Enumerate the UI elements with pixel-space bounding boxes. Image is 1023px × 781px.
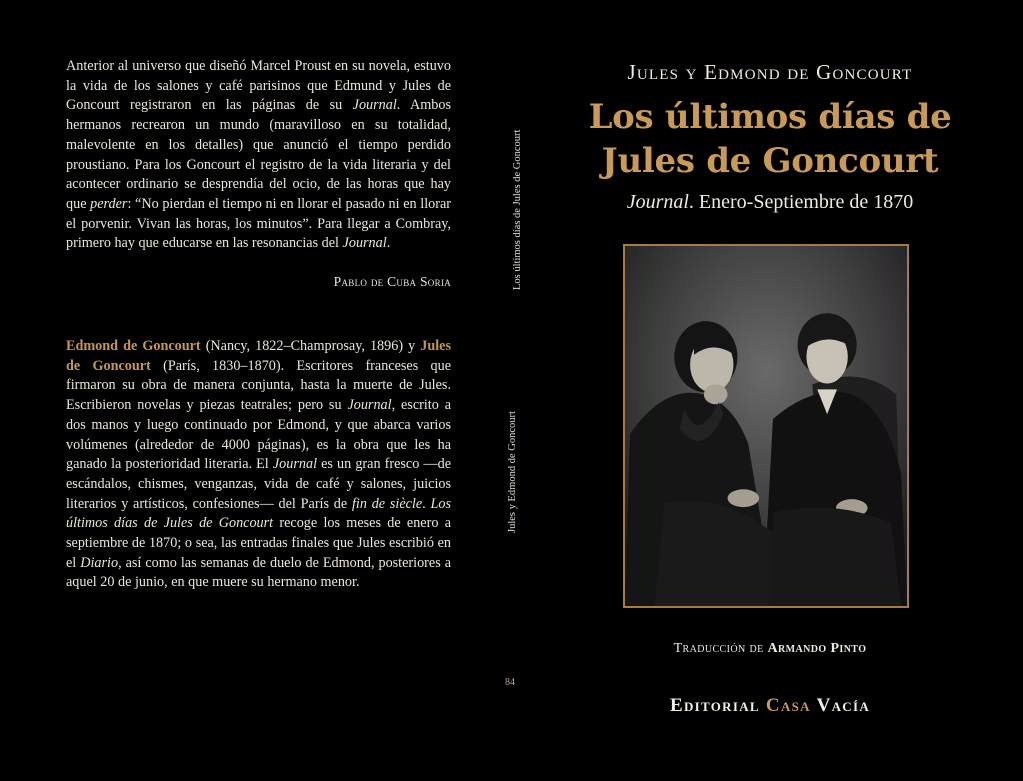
bio-text-run: Diario (80, 554, 119, 571)
authors-bio (66, 337, 451, 593)
bio-text-run: Edmond de Goncourt (66, 338, 201, 354)
blurb-paragraph (66, 57, 451, 254)
cover-title-line2: Jules de Goncourt (601, 141, 939, 181)
bio-text-run: es un gran fresco —de escándalos, chismes, venganzas, vida de café y salones, juicios literarios y artísticos, confesiones— del París de (66, 456, 451, 512)
blurb-signature: Pablo de Cuba Soria (333, 274, 451, 289)
blurb-text-run: . Ambos hermanos recrearon un mundo (maravilloso en su totalidad, malevolente en los detalles) que anunció el tiempo perdido proustiano. Para los Goncourt el registro de la vida literaria y del acontecer ordinario se desprendía del ocio, de las horas que hay que (66, 97, 451, 212)
blurb-text-run: Anterior al universo que diseñó Marcel Proust en su novela, estuvo la vida de los salones y café parisinos que Edmund y Jules de Goncourt registraron en las páginas de su (66, 58, 451, 114)
cover-title (580, 95, 960, 183)
blurb-text-run: Journal (352, 97, 397, 114)
translation-credit (590, 641, 950, 657)
bio-paragraph (66, 337, 451, 593)
translator-name: Armando Pinto (767, 641, 867, 656)
bio-text-run: Los últimos días de Jules de Goncourt (66, 495, 452, 532)
bio-text-run: Jules de Goncourt (66, 338, 451, 374)
spine-title: Los últimos días de Jules de Goncourt (512, 129, 523, 290)
spine-page-number: 84 (505, 677, 515, 688)
cover-photo-goncourt-brothers (623, 244, 909, 608)
bio-text-run: . (422, 495, 431, 512)
subtitle-journal: Journal (626, 191, 689, 213)
blurb-text-run: . (386, 235, 391, 252)
bio-text-run: Journal (272, 456, 318, 473)
cover-authors: Jules y Edmond de Goncourt (627, 60, 913, 84)
spine-authors: Jules y Edmond de Goncourt (507, 411, 518, 533)
bio-text-run: (París, 1830–1870). Escritores franceses que firmaron su obra de manera conjunta, hasta la muerte de Jules. Escribieron novelas y piezas teatrales; pero su (66, 357, 452, 414)
blurb-text-run: : “No pierdan el tiempo ni en llorar el pasado ni en llorar el porvenir. Vivan las horas, los minutos”. Para llegar a Combray, primero hay que educarse en las resonancias del (66, 195, 451, 252)
bio-text-run: fin de siècle (351, 495, 423, 512)
back-cover-blurb (66, 57, 451, 254)
bio-text-run: (Nancy, 1822–Champrosay, 1896) y (200, 338, 421, 354)
publisher-word-editorial: Editorial (669, 695, 766, 716)
book-spine (504, 0, 522, 781)
publisher-logo-text (590, 695, 950, 717)
cover-title-line1: Los últimos días de (588, 97, 952, 137)
cover-subtitle (590, 191, 950, 214)
translation-prefix: Traducción de (673, 641, 768, 656)
publisher-word-vacia: Vacía (810, 695, 871, 716)
blurb-text-run: Journal (342, 235, 387, 252)
subtitle-dates: . Enero-Septiembre de 1870 (688, 191, 914, 213)
publisher-word-casa: Casa (765, 695, 811, 716)
bio-text-run: , escrito a dos manos y luego continuado por Edmond, y que abarca varios volúmenes (alrededor de 4000 páginas), es la obra que les ha ganado la posterioridad literaria. El (66, 397, 451, 473)
bio-text-run: , así como las semanas de duelo de Edmond, posteriores a aquel 20 de junio, en que muere su hermano menor. (66, 554, 452, 591)
photo-illustration (625, 246, 907, 606)
bio-text-run: recoge los meses de enero a septiembre de 1870; o sea, las entradas finales que Jules escribió en el (66, 515, 451, 571)
bio-text-run: Journal (347, 397, 392, 414)
blurb-text-run: perder (90, 195, 128, 212)
